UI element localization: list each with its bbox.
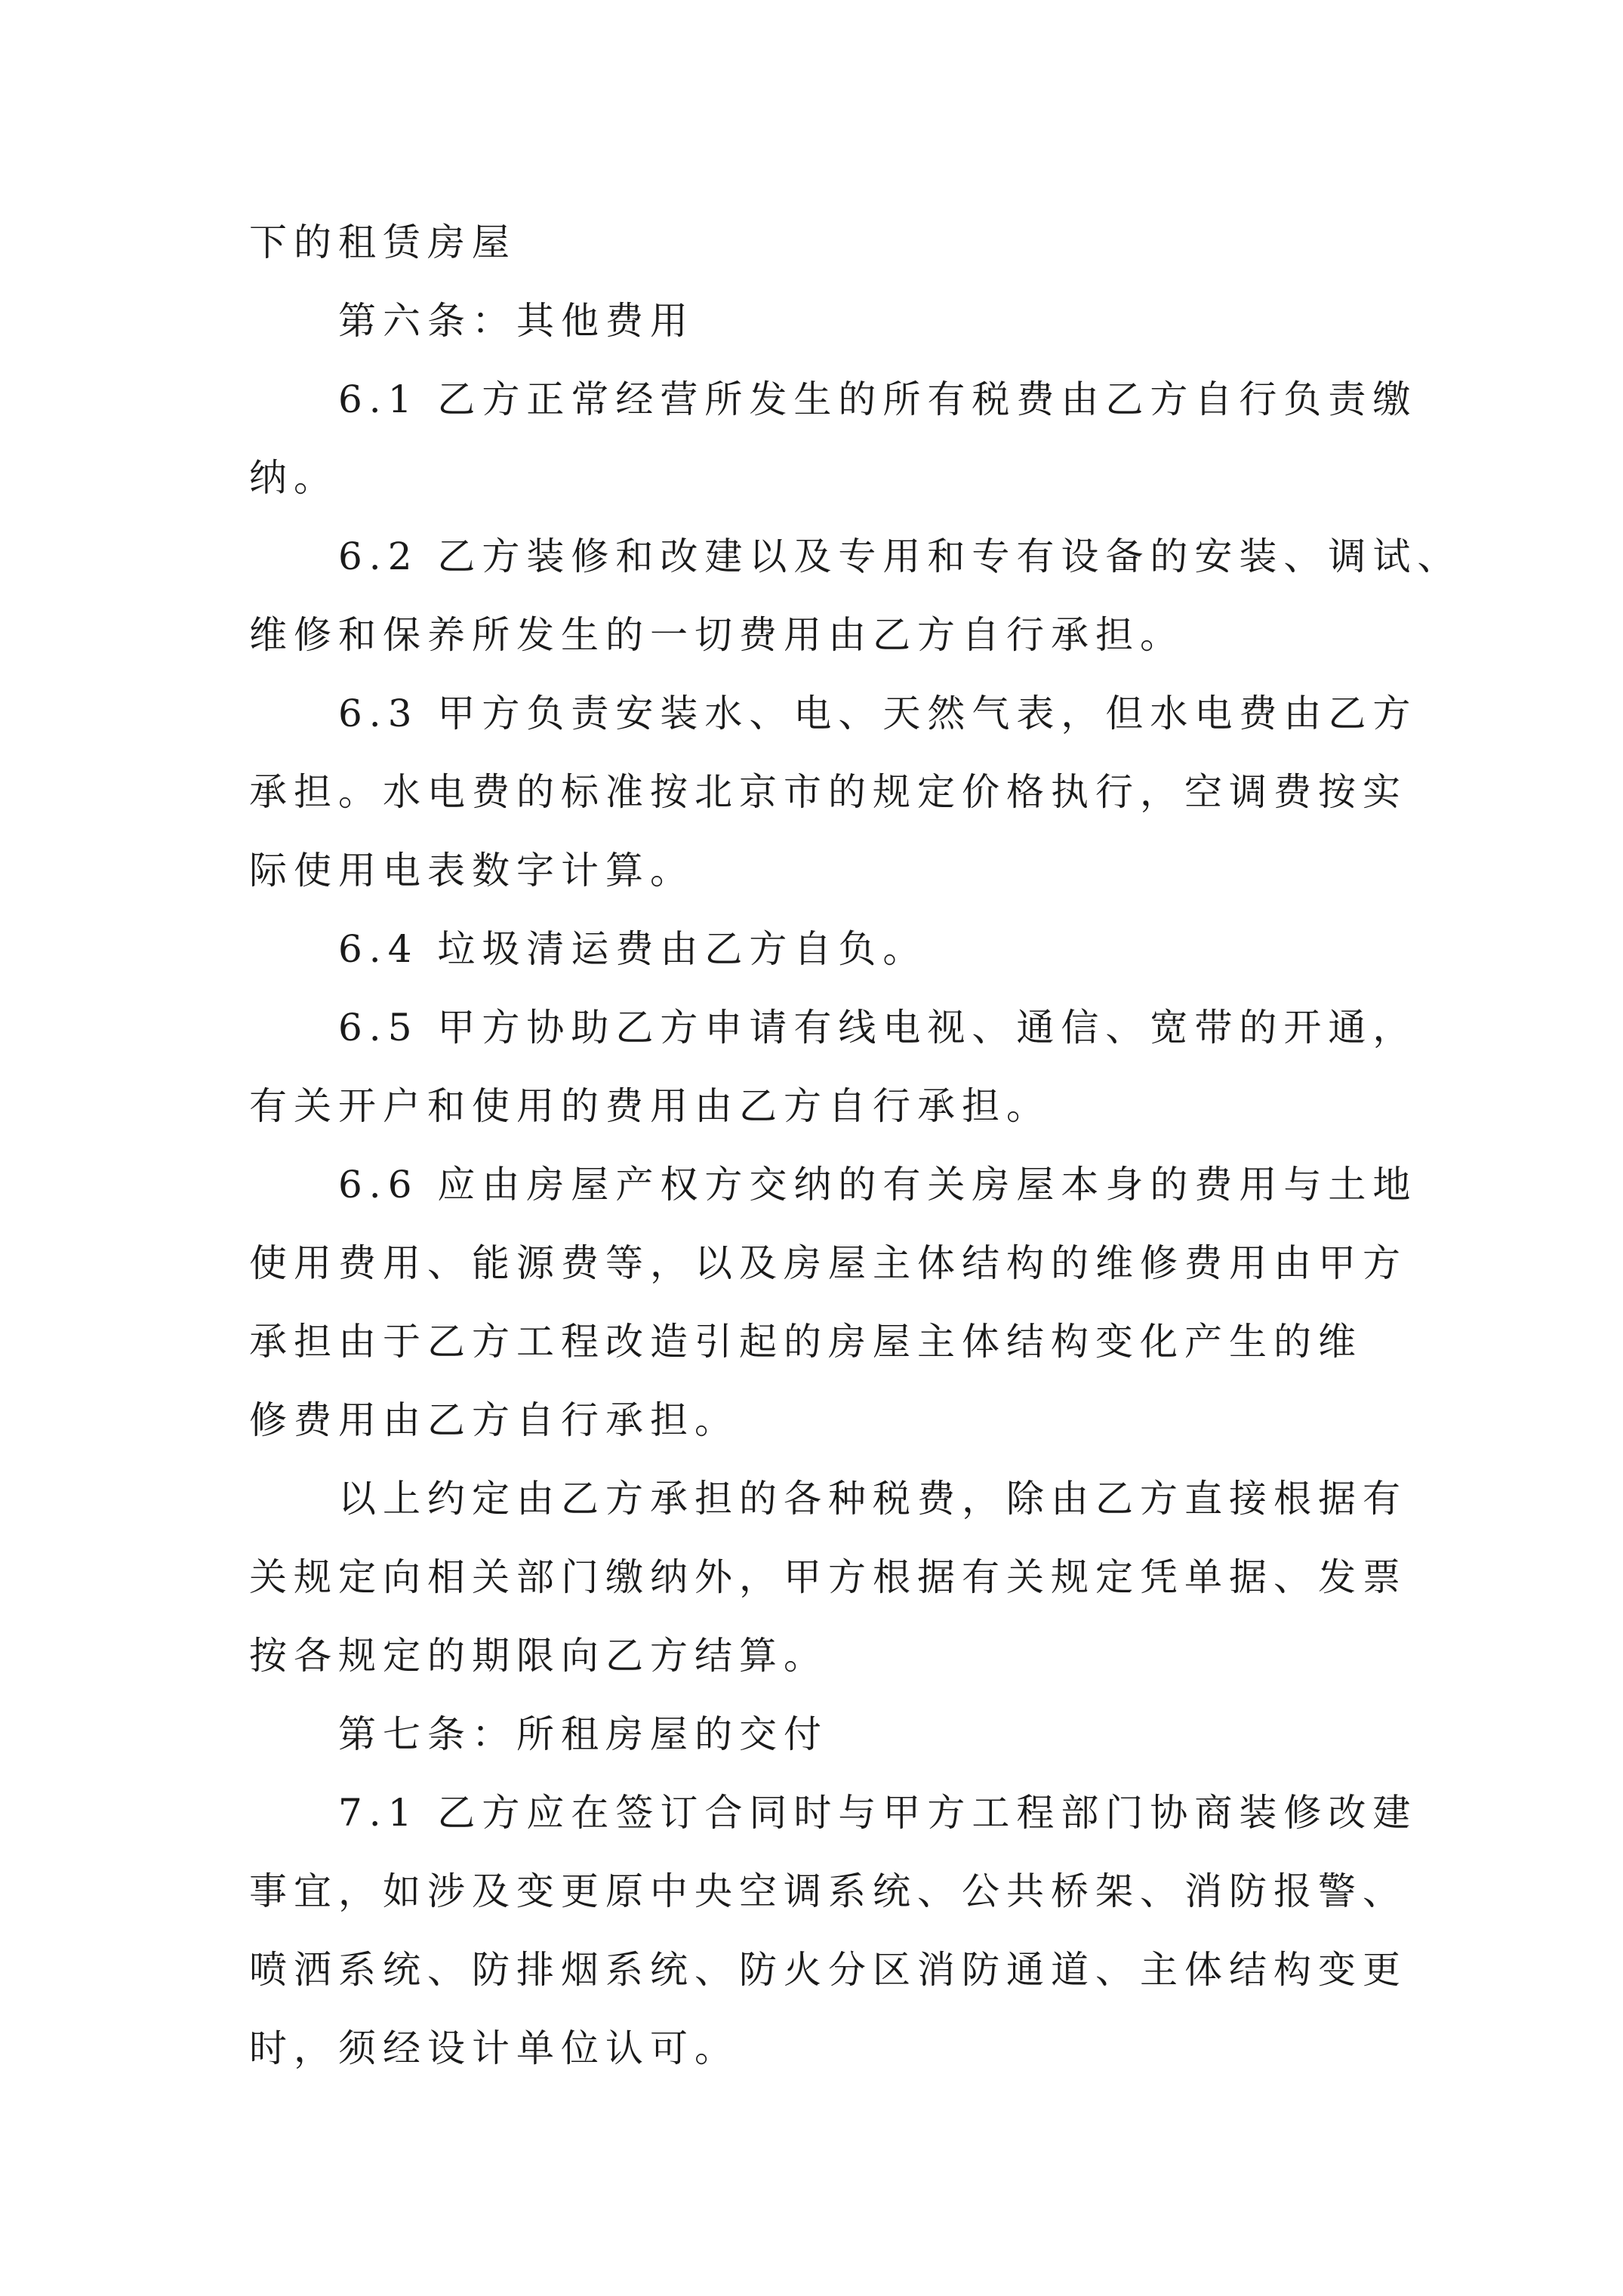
text-line: 6.2 乙方装修和改建以及专用和专有设备的安装、调试、 (338, 535, 1462, 578)
text-line: 6.6 应由房屋产权方交纳的有关房屋本身的费用与土地 (338, 1163, 1418, 1207)
text-line: 承担由于乙方工程改造引起的房屋主体结构变化产生的维 (249, 1320, 1363, 1364)
text-line: 关规定向相关部门缴纳外，甲方根据有关规定凭单据、发票 (249, 1555, 1407, 1599)
text-line: 6.1 乙方正常经营所发生的所有税费由乙方自行负责缴 (338, 378, 1418, 421)
text-line: 时，须经设计单位认可。 (249, 2026, 739, 2070)
text-line: 以上约定由乙方承担的各种税费，除由乙方直接根据有 (338, 1477, 1407, 1521)
text-line: 承担。水电费的标准按北京市的规定价格执行，空调费按实 (249, 770, 1407, 814)
text-line: 际使用电表数字计算。 (249, 849, 694, 892)
text-line: 6.4 垃圾清运费由乙方自负。 (338, 927, 928, 971)
section-heading: 第七条：所租房屋的交付 (338, 1712, 828, 1756)
text-line: 6.3 甲方负责安装水、电、天然气表，但水电费由乙方 (338, 692, 1418, 735)
text-line: 6.5 甲方协助乙方申请有线电视、通信、宽带的开通， (338, 1006, 1418, 1049)
text-line: 事宜，如涉及变更原中央空调系统、公共桥架、消防报警、 (249, 1869, 1407, 1913)
text-line: 使用费用、能源费等，以及房屋主体结构的维修费用由甲方 (249, 1241, 1407, 1285)
section-heading: 第六条：其他费用 (338, 299, 694, 343)
text-line: 下的租赁房屋 (249, 220, 516, 264)
text-line: 有关开户和使用的费用由乙方自行承担。 (249, 1084, 1051, 1128)
text-line: 维修和保养所发生的一切费用由乙方自行承担。 (249, 613, 1184, 657)
text-line: 7.1 乙方应在签订合同时与甲方工程部门协商装修改建 (338, 1791, 1418, 1835)
text-line: 修费用由乙方自行承担。 (249, 1398, 739, 1442)
text-line: 喷洒系统、防排烟系统、防火分区消防通道、主体结构变更 (249, 1948, 1407, 1992)
text-line: 按各规定的期限向乙方结算。 (249, 1634, 828, 1678)
text-line: 纳。 (249, 456, 338, 500)
